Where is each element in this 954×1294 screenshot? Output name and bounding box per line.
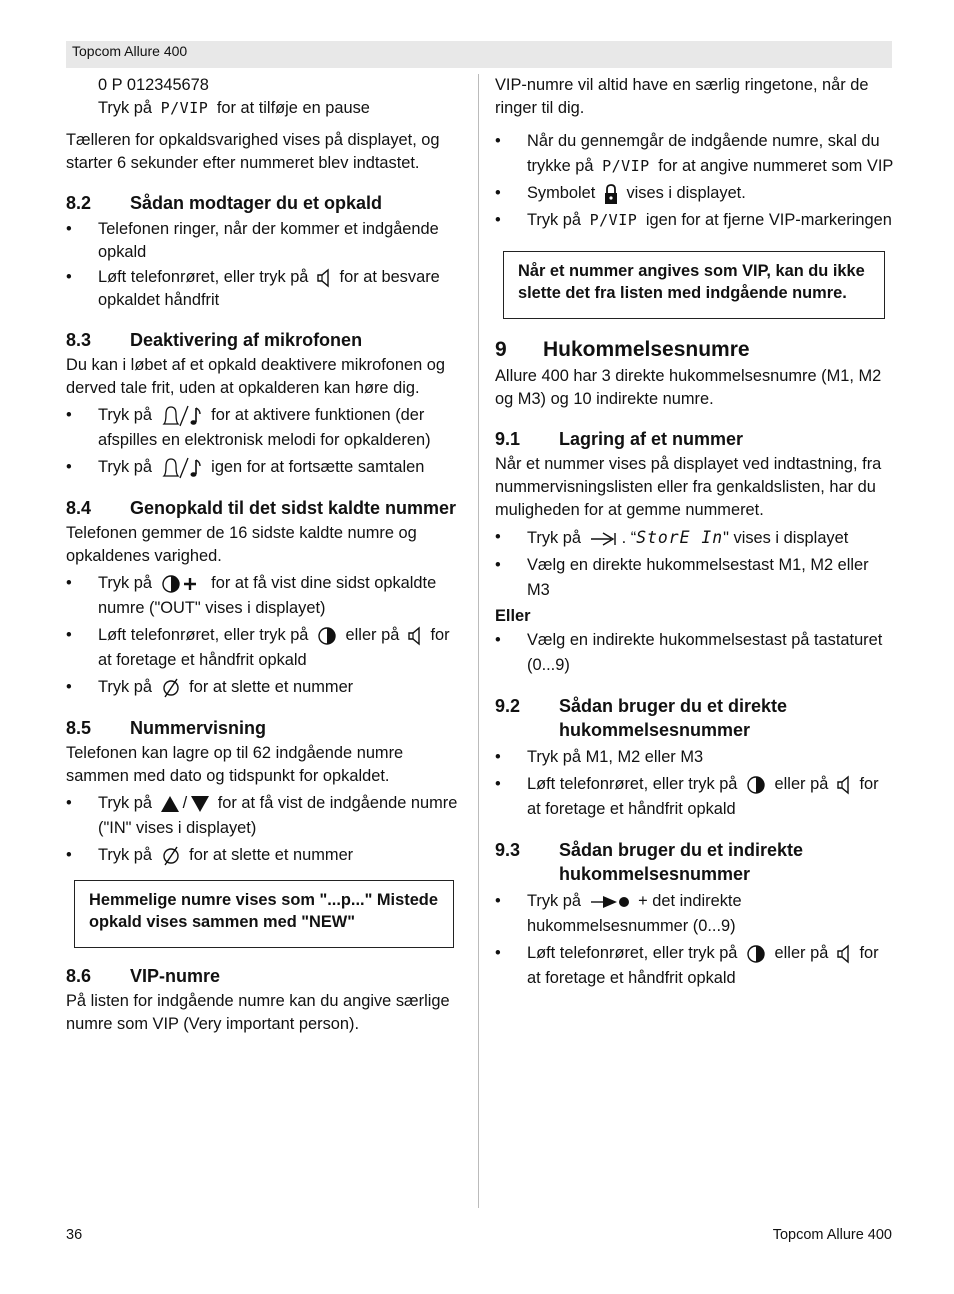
section-9-1-paragraph: Når et nummer vises på displayet ved indtastning, fra nummervisningslisten eller fra genkaldslisten, har du muligheden for at gemme nummeret.: [495, 455, 882, 519]
text: igen for at fortsætte samtalen: [211, 458, 425, 476]
text: Tryk på: [527, 892, 582, 910]
left-column: [66, 74, 462, 1036]
text: for at foretage et håndfrit opkald: [527, 775, 879, 818]
or-label: Eller: [495, 607, 531, 625]
speaker-icon: [407, 626, 423, 646]
pvip-key-label: P/VIP: [602, 157, 650, 175]
text: . “: [621, 529, 637, 547]
duration-paragraph: Tælleren for opkaldsvarighed vises på displayet, og starter 6 sekunder efter nummeret blev indtastet.: [66, 131, 440, 172]
text: eller på: [774, 775, 829, 793]
section-number: 8.6: [66, 966, 92, 986]
list-item: [66, 791, 462, 841]
arrow-down-icon: [190, 795, 210, 813]
speaker-icon: [836, 944, 852, 964]
text: Tryk på: [527, 211, 582, 229]
redial-plus-icon: [160, 574, 204, 594]
dial-example: 0 P 012345678: [98, 76, 209, 94]
section-title: Sådan bruger du et indirekte hukommelsesnummer: [559, 840, 804, 884]
section-number: 8.2: [66, 193, 92, 213]
list-item: [495, 889, 895, 939]
section-title: Nummervisning: [130, 718, 267, 738]
section-8-5-list: [66, 791, 462, 868]
section-8-6-paragraph: På listen for indgående numre kan du angive særlige numre som VIP (Very important person).: [66, 992, 450, 1033]
arrow-up-icon: [160, 795, 180, 813]
delete-icon: [160, 845, 182, 867]
section-number: 9: [495, 338, 507, 361]
section-9-1-list-alt: [495, 628, 895, 678]
phone-key-icon: [745, 944, 767, 964]
page-number: 36: [66, 1227, 83, 1243]
text: " vises i displayet: [723, 529, 849, 547]
section-8-4-paragraph: Telefonen gemmer de 16 sidste kaldte numre og opkaldenes varighed.: [66, 524, 417, 565]
list-item: [495, 129, 895, 179]
text: for at få vist dine sidst opkaldte numre ("OUT" vises i displayet): [98, 574, 437, 617]
text: Tryk på: [98, 678, 153, 696]
section-title: Genopkald til det sidst kaldte nummer: [130, 498, 457, 518]
text: igen for at fjerne VIP-markeringen: [645, 211, 892, 229]
phone-key-icon: [745, 775, 767, 795]
list-item: [66, 403, 462, 453]
list-item: [66, 623, 462, 673]
text: Løft telefonrøret, eller tryk på: [527, 775, 738, 793]
text: for at angive nummeret som VIP: [658, 157, 894, 175]
speaker-icon: [836, 775, 852, 795]
text: Tryk på: [98, 846, 153, 864]
list-item: [495, 525, 895, 551]
section-number: 9.2: [495, 696, 521, 716]
section-9-2-list: [495, 745, 895, 822]
list-item: • Tryk på M1, M2 eller M3: [495, 745, 895, 770]
section-9-3-list: [495, 889, 895, 991]
text: Løft telefonrøret, eller tryk på: [98, 626, 309, 644]
text: eller på: [345, 626, 400, 644]
text: Tryk på: [98, 794, 153, 812]
text: + det indirekte hukommelsesnummer (0...9): [527, 892, 742, 935]
text: for at foretage et håndfrit opkald: [98, 626, 450, 669]
text: for at slette et nummer: [189, 846, 354, 864]
text: for at foretage et håndfrit opkald: [527, 944, 879, 987]
note-box-hidden-numbers: Hemmelige numre vises som "...p..." Mistede opkald vises sammen med "NEW": [74, 880, 454, 948]
right-column: [495, 74, 895, 993]
text: for at slette et nummer: [189, 678, 354, 696]
text: for at tilføje en pause: [216, 99, 370, 117]
text: Når du gennemgår de indgående numre, skal du trykke på: [527, 132, 880, 175]
text: Løft telefonrøret, eller tryk på: [527, 944, 738, 962]
phone-key-icon: [316, 626, 338, 646]
header-bar: [66, 41, 892, 68]
speaker-icon: [316, 268, 332, 288]
section-9-paragraph: Allure 400 har 3 direkte hukommelsesnumre (M1, M2 og M3) og 10 indirekte numre.: [495, 367, 882, 408]
list-item: • Vælg en direkte hukommelsestast M1, M2 eller M3: [495, 553, 895, 603]
vip-list: [495, 129, 895, 233]
text: for at få vist de indgående numre ("IN" vises i displayet): [98, 794, 458, 837]
section-8-6-heading: [66, 964, 462, 988]
store-arrow-icon: [589, 530, 619, 548]
list-item: • Vælg en indirekte hukommelsestast på tastaturet (0...9): [495, 628, 895, 678]
list-item: [495, 181, 895, 206]
pvip-key-label: P/VIP: [160, 99, 209, 117]
section-9-3-heading: [495, 838, 895, 886]
lock-icon: [603, 183, 619, 205]
section-9-1-heading: [495, 427, 895, 451]
section-title: Lagring af et nummer: [559, 429, 744, 449]
text: vises i displayet.: [626, 184, 746, 202]
text: /: [182, 794, 188, 812]
section-8-3-heading: [66, 328, 462, 352]
column-divider: [478, 74, 479, 1208]
delete-icon: [160, 677, 182, 699]
section-title: Deaktivering af mikrofonen: [130, 330, 363, 350]
section-number: 8.5: [66, 718, 92, 738]
vip-ringtone-paragraph: VIP-numre vil altid have en særlig ringetone, når de ringer til dig.: [495, 76, 869, 117]
list-item: [66, 455, 462, 480]
text: Tryk på: [98, 574, 153, 592]
text: for at aktivere funktionen (der afspilles en elektronisk melodi for opkalderen): [98, 406, 431, 449]
section-8-5-heading: [66, 716, 462, 740]
list-item: [495, 772, 895, 822]
section-number: 9.1: [495, 429, 521, 449]
list-item: [66, 571, 462, 621]
text: Tryk på: [98, 458, 153, 476]
footer-product: Topcom Allure 400: [772, 1227, 892, 1243]
note-box-vip: Når et nummer angives som VIP, kan du ikke slette det fra listen med indgående numre.: [503, 251, 885, 319]
text: eller på: [774, 944, 829, 962]
pvip-key-label: P/VIP: [589, 211, 638, 229]
text: Symbolet: [527, 184, 596, 202]
list-item: [66, 675, 462, 700]
text: Tryk på: [527, 529, 582, 547]
list-item: [495, 208, 895, 233]
text: for at besvare opkaldet håndfrit: [98, 268, 440, 309]
section-8-3-paragraph: Du kan i løbet af et opkald deaktivere mikrofonen og derved tale frit, uden at opkalderen kan høre dig.: [66, 356, 446, 397]
section-9-2-heading: [495, 694, 895, 742]
section-title: Hukommelsesnumre: [543, 338, 750, 361]
section-number: 9.3: [495, 840, 521, 860]
section-8-4-list: [66, 571, 462, 700]
text: Tryk på: [98, 99, 153, 117]
bell-music-icon: [160, 456, 204, 480]
section-8-4-heading: [66, 496, 462, 520]
section-title: Sådan modtager du et opkald: [130, 193, 383, 213]
list-item: • Telefonen ringer, når der kommer et indgående opkald: [66, 218, 462, 264]
section-number: 8.3: [66, 330, 92, 350]
bell-music-icon: [160, 404, 204, 428]
list-item: [66, 266, 462, 312]
text: Tryk på: [98, 406, 153, 424]
section-8-5-paragraph: Telefonen kan lagre op til 62 indgående numre sammen med dato og tidspunkt for opkaldet.: [66, 744, 404, 785]
list-item: [66, 843, 462, 868]
section-9-heading: [495, 337, 895, 363]
section-8-3-list: [66, 403, 462, 480]
section-8-2-list: [66, 218, 462, 312]
section-title: Sådan bruger du et direkte hukommelsesnummer: [559, 696, 788, 740]
display-text: StorE In: [636, 528, 724, 547]
section-9-1-list: [495, 525, 895, 603]
list-item: [495, 941, 895, 991]
section-number: 8.4: [66, 498, 92, 518]
pause-instruction: [66, 97, 462, 120]
text: Løft telefonrøret, eller tryk på: [98, 268, 309, 286]
section-8-2-heading: [66, 191, 462, 215]
header-title: Topcom Allure 400: [72, 43, 188, 59]
section-title: VIP-numre: [130, 966, 221, 986]
memory-arrow-icon: [589, 894, 631, 910]
